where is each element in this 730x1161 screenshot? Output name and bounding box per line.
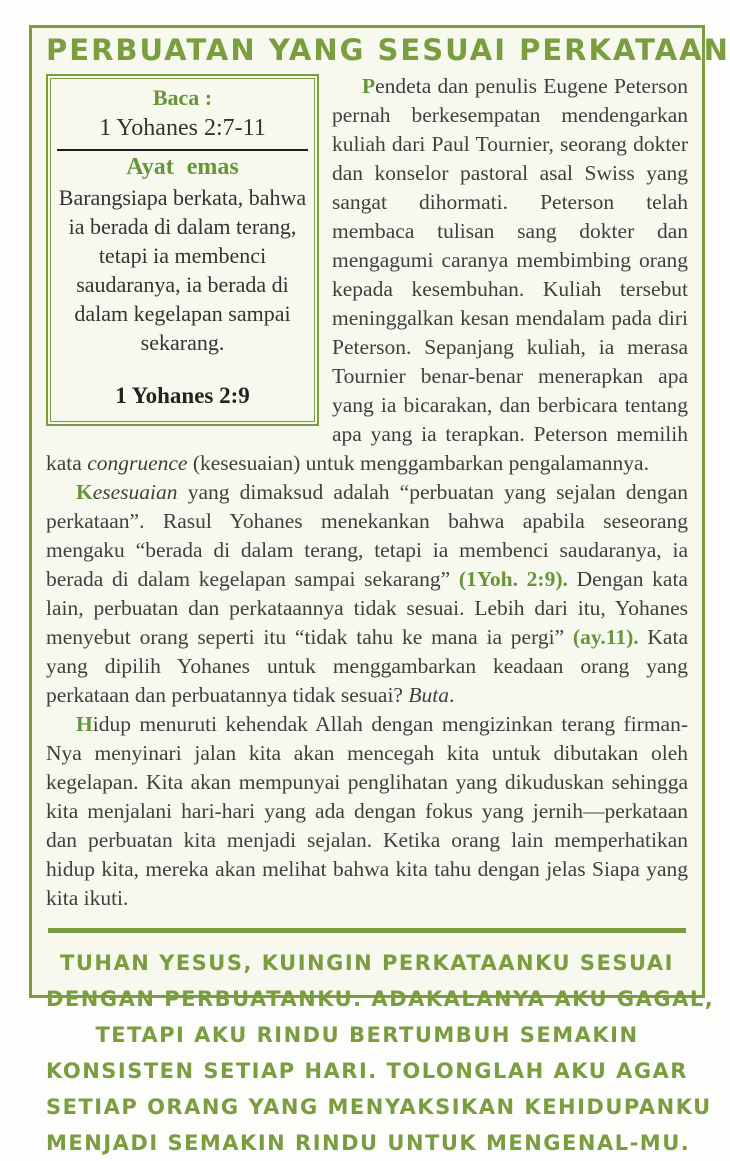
prayer-line: DENGAN PERBUATANKU. ADAKALANYA AKU GAGAL, xyxy=(46,987,715,1011)
verse-box xyxy=(46,74,319,426)
page-title: PERBUATAN YANG SESUAI PERKATAAN xyxy=(46,33,730,67)
drop-cap-h: H xyxy=(76,712,93,736)
verse-box-divider xyxy=(57,149,308,151)
prayer-line: SETIAP ORANG YANG MENYAKSIKAN KEHIDUPANKU xyxy=(46,1095,712,1119)
prayer-line: TUHAN YESUS, KUINGIN PERKATAANKU SESUAI xyxy=(60,951,674,975)
devotional-page xyxy=(29,25,730,1155)
prayer-line: MENJADI SEMAKIN RINDU UNTUK MENGENAL-MU. xyxy=(46,1131,691,1155)
paragraph-2-text-b: Dengan kata lain, perbuatan dan perkataannya tidak sesuai. Lebih dari itu, Yohanes menyebut orang seperti itu “tidak tahu ke mana ia pergi” xyxy=(46,567,688,649)
prayer-line: KONSISTEN SETIAP HARI. TOLONGLAH AKU AGAR xyxy=(46,1059,688,1083)
prayer-block xyxy=(46,945,715,1161)
scripture-ref-1yoh-2-9: (1Yoh. 2:9). xyxy=(458,567,568,591)
paragraph-2-text-d: . xyxy=(448,683,455,707)
paragraph-3 xyxy=(46,710,688,913)
paragraph-3-text: idup menuruti kehendak Allah dengan mengizinkan terang firman-Nya menyinari jalan kita akan mencegah kita untuk dibutakan oleh kegelapan. Kita akan mempunyai penglihatan yang dikuduskan sehingga kita menjalani hari-hari yang ada dengan fokus yang jernih—perkataan dan perbuatan kita menjadi sejalan. Ketika orang lain memperhatikan hidup kita, mereka akan melihat bahwa kita tahu dengan jelas Siapa yang kita ikuti. xyxy=(46,712,688,910)
paragraph-2-text-c: Kata yang dipilih Yohanes untuk menggambarkan keadaan orang yang perkataan dan perbuatannya tidak sesuai? xyxy=(46,625,688,707)
golden-verse-reference: 1 Yohanes 2:9 xyxy=(115,383,250,408)
italic-term-kesesuaian: esesuaian xyxy=(92,480,178,504)
golden-verse-label: Ayat emas xyxy=(126,154,239,180)
read-reference: 1 Yohanes 2:7-11 xyxy=(99,115,266,141)
prayer-line: TETAPI AKU RINDU BERTUMBUH SEMAKIN xyxy=(95,1023,639,1047)
section-divider xyxy=(48,928,686,933)
paragraph-2-text-a: yang dimaksud adalah “perbuatan yang sejalan dengan perkataan”. Rasul Yohanes menekankan bahwa apabila seseorang mengaku “berada di dalam terang, tetapi ia membenci saudaranya, ia berada di dalam kegelapan sampai sekarang” xyxy=(46,480,688,591)
drop-cap-k: K xyxy=(76,480,93,504)
drop-cap-p: P xyxy=(362,74,376,98)
italic-term-buta: Buta xyxy=(408,683,449,707)
paragraph-2 xyxy=(46,478,688,710)
read-label: Baca : xyxy=(152,85,213,110)
italic-term-congruence: congruence xyxy=(87,451,188,475)
paragraph-1-text-b: (kesesuaian) untuk menggambarkan pengalamannya. xyxy=(187,451,649,475)
golden-verse-text: Barangsiapa berkata, bahwa ia berada di dalam terang, tetapi ia membenci saudaranya, ia berada di dalam kegelapan sampai sekarang. xyxy=(58,185,307,355)
scripture-ref-ay-11: (ay.11). xyxy=(572,625,639,649)
verse-box-inner xyxy=(50,78,315,422)
paragraph-1-text-a: endeta dan penulis Eugene Peterson pernah berkesempatan mendengarkan kuliah dari Paul Tournier, seorang dokter dan konselor pastoral asal Swiss yang sangat dihormati. Peterson telah membaca tulisan sang dokter dan mengagumi caranya membimbing orang kepada kesembuhan. Kuliah tersebut meninggalkan kesan mendalam pada diri Peterson. Sepanjang kuliah, ia merasa Tournier benar-benar menerapkan apa yang ia bicarakan, dan berbicara tentang apa yang ia terapkan. Peterson memilih kata xyxy=(46,74,688,475)
